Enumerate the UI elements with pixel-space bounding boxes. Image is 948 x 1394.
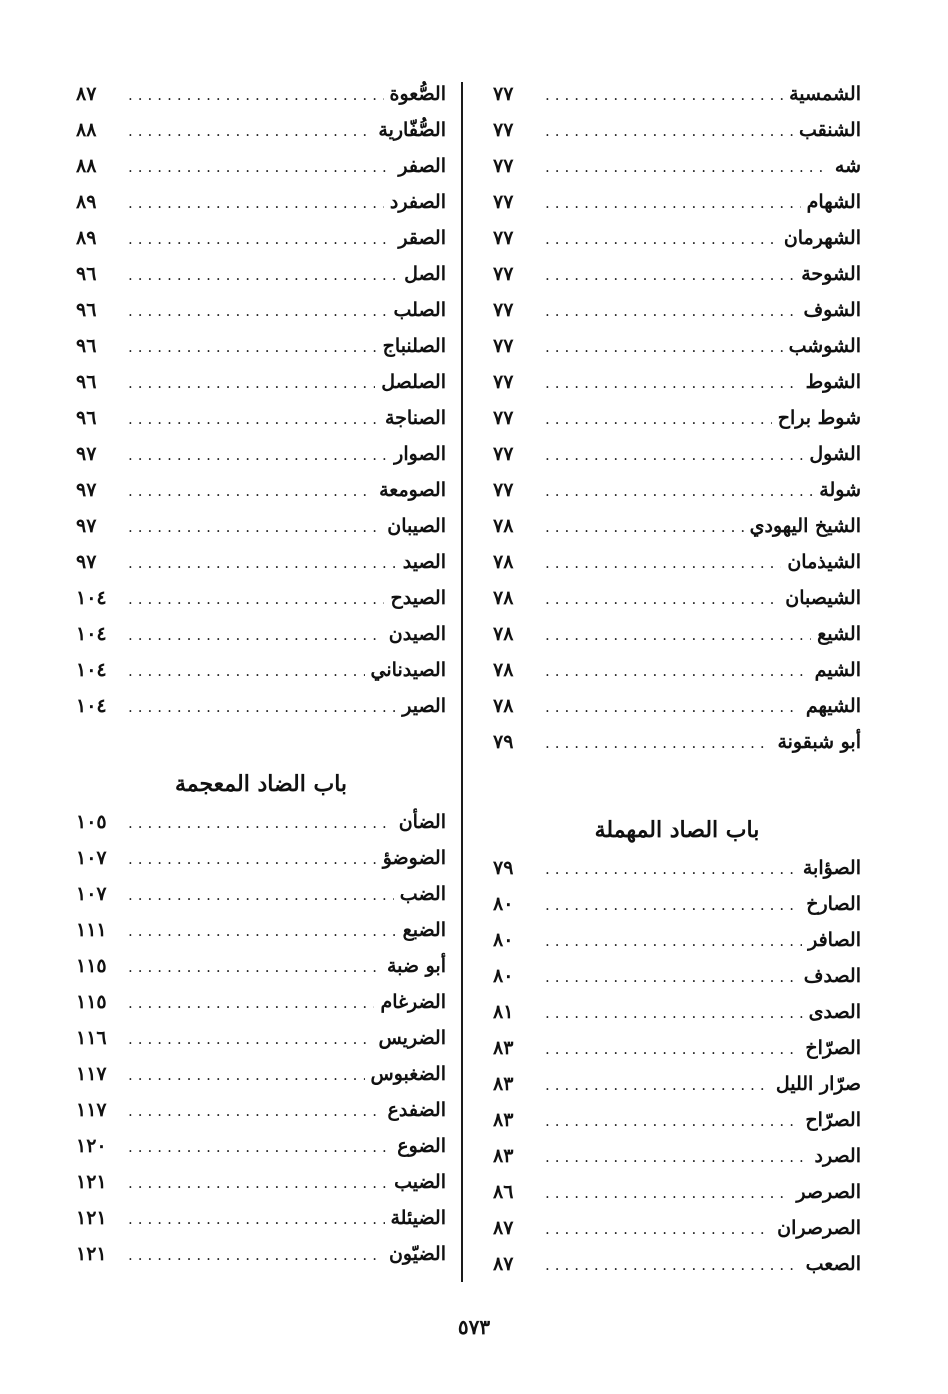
entry-term: الشوشب — [788, 335, 861, 357]
entry-page-number: ٨٩ — [76, 227, 97, 249]
section-heading-dad: باب الضاد المعجمة — [174, 771, 348, 797]
index-entry — [76, 616, 446, 652]
dot-leader — [545, 257, 795, 293]
index-entry — [76, 256, 446, 292]
index-entry — [493, 1210, 861, 1246]
dot-leader — [545, 887, 800, 923]
index-entry — [76, 544, 446, 580]
dot-leader — [128, 949, 381, 985]
entry-page-number: ١٠٤ — [76, 659, 107, 681]
entry-term: الضبع — [402, 919, 446, 941]
entry-page-number: ١١٦ — [76, 1027, 107, 1049]
entry-page-number: ٩٦ — [76, 263, 97, 285]
entry-term: الصعب — [805, 1253, 861, 1275]
index-entry — [493, 1138, 861, 1174]
index-entry — [76, 1056, 446, 1092]
entry-page-number: ٨٠ — [493, 965, 514, 987]
dot-leader — [128, 257, 398, 293]
entry-page-number: ٩٦ — [76, 299, 97, 321]
dot-leader — [128, 473, 373, 509]
left-column — [76, 76, 446, 1272]
entry-term: الصُّفّارية — [378, 119, 446, 141]
dot-leader — [128, 617, 383, 653]
entry-term: الشوط — [805, 371, 861, 393]
dot-leader — [128, 913, 397, 949]
entry-page-number: ٧٧ — [493, 335, 514, 357]
entry-page-number: ٧٨ — [493, 551, 514, 573]
dot-leader — [128, 1021, 372, 1057]
entry-page-number: ١١٧ — [76, 1099, 107, 1121]
entry-term: الضفدع — [387, 1099, 446, 1121]
dot-leader — [545, 437, 803, 473]
entry-page-number: ١٢١ — [76, 1207, 107, 1229]
entry-page-number: ٧٧ — [493, 227, 514, 249]
index-entry — [76, 1236, 446, 1272]
index-entry — [76, 580, 446, 616]
index-entry — [493, 508, 861, 544]
dot-leader — [545, 1247, 800, 1283]
entry-term: الصؤابة — [802, 857, 861, 879]
entry-term: الصيبان — [387, 515, 446, 537]
entry-page-number: ٨٨ — [76, 155, 97, 177]
entry-term: الصومعة — [379, 479, 446, 501]
dot-leader — [545, 545, 781, 581]
index-entry — [493, 76, 861, 112]
index-entry — [76, 1020, 446, 1056]
dot-leader — [128, 365, 375, 401]
dot-leader — [545, 1139, 809, 1175]
dot-leader — [545, 149, 829, 185]
dot-leader — [128, 221, 392, 257]
dot-leader — [128, 841, 377, 877]
entry-page-number: ٧٨ — [493, 695, 514, 717]
dot-leader — [545, 1175, 790, 1211]
entry-page-number: ٧٧ — [493, 479, 514, 501]
entry-term: الشيم — [814, 659, 861, 681]
index-entry — [76, 184, 446, 220]
entry-page-number: ٩٧ — [76, 479, 97, 501]
index-entry — [493, 1066, 861, 1102]
index-entry — [76, 508, 446, 544]
entry-term: الصوار — [394, 443, 446, 465]
entry-page-number: ١٠٥ — [76, 811, 107, 833]
entry-term: الشيصبان — [785, 587, 861, 609]
dot-leader — [128, 1237, 383, 1273]
entry-term: الشول — [809, 443, 861, 465]
left-entries-bottom — [76, 804, 446, 1272]
right-entries-top — [493, 76, 861, 760]
entry-page-number: ٨٠ — [493, 929, 514, 951]
index-entry — [493, 616, 861, 652]
entry-term: الصيد — [402, 551, 446, 573]
index-entry — [493, 220, 861, 256]
dot-leader — [545, 653, 809, 689]
entry-page-number: ٩٧ — [76, 515, 97, 537]
entry-page-number: ٧٨ — [493, 659, 514, 681]
index-entry — [76, 1164, 446, 1200]
dot-leader — [545, 473, 813, 509]
entry-page-number: ٧٧ — [493, 191, 514, 213]
entry-page-number: ٧٨ — [493, 587, 514, 609]
entry-term: الصيدناني — [370, 659, 446, 681]
index-entry — [76, 948, 446, 984]
entry-page-number: ١١٧ — [76, 1063, 107, 1085]
dot-leader — [545, 1103, 799, 1139]
entry-page-number: ١٢١ — [76, 1171, 107, 1193]
entry-term: الضيّون — [388, 1243, 446, 1265]
index-entry — [493, 994, 861, 1030]
entry-term: الصقر — [398, 227, 446, 249]
index-entry — [493, 544, 861, 580]
entry-term: الشهام — [806, 191, 861, 213]
entry-page-number: ٧٧ — [493, 299, 514, 321]
dot-leader — [128, 149, 392, 185]
entry-term: الشمسية — [789, 83, 861, 105]
entry-term: الصدف — [803, 965, 861, 987]
spacer — [76, 724, 446, 764]
dot-leader — [545, 851, 797, 887]
entry-page-number: ٧٩ — [493, 731, 514, 753]
entry-term: الشيذمان — [787, 551, 861, 573]
dot-leader — [128, 653, 365, 689]
entry-page-number: ٨٩ — [76, 191, 97, 213]
entry-term: الصفر — [398, 155, 446, 177]
entry-term: الصرّاح — [805, 1109, 861, 1131]
index-entry — [493, 364, 861, 400]
index-entry — [493, 472, 861, 508]
index-entry — [76, 804, 446, 840]
entry-term: شه — [834, 155, 861, 177]
index-entry — [76, 112, 446, 148]
index-entry — [493, 256, 861, 292]
entry-term: الشوحة — [801, 263, 861, 285]
dot-leader — [128, 1093, 382, 1129]
entry-page-number: ٨٨ — [76, 119, 97, 141]
dot-leader — [128, 401, 379, 437]
dot-leader — [545, 329, 783, 365]
dot-leader — [545, 995, 803, 1031]
dot-leader — [545, 1067, 770, 1103]
entry-page-number: ١٠٧ — [76, 847, 107, 869]
index-entry — [493, 724, 861, 760]
entry-page-number: ٩٦ — [76, 335, 97, 357]
index-entry — [76, 472, 446, 508]
dot-leader — [545, 365, 800, 401]
entry-page-number: ٩٦ — [76, 371, 97, 393]
entry-page-number: ٨١ — [493, 1001, 514, 1023]
entry-term: الصلصل — [381, 371, 446, 393]
entry-term: الصلب — [393, 299, 446, 321]
entry-page-number: ٨٧ — [76, 83, 97, 105]
index-entry — [76, 148, 446, 184]
entry-term: الصل — [404, 263, 446, 285]
index-entry — [493, 184, 861, 220]
index-entry — [493, 148, 861, 184]
dot-leader — [128, 545, 397, 581]
entry-term: الضيب — [394, 1171, 446, 1193]
index-entry — [493, 292, 861, 328]
entry-page-number: ٨٧ — [493, 1253, 514, 1275]
dot-leader — [128, 877, 394, 913]
entry-term: الصفرد — [389, 191, 446, 213]
index-entry — [493, 112, 861, 148]
entry-term: الشنقب — [798, 119, 861, 141]
entry-page-number: ٨٧ — [493, 1217, 514, 1239]
entry-term: الصير — [402, 695, 446, 717]
dot-leader — [128, 689, 396, 725]
entry-page-number: ٩٦ — [76, 407, 97, 429]
entry-term: صرّار الليل — [775, 1073, 861, 1095]
dot-leader — [545, 293, 797, 329]
index-entry — [76, 840, 446, 876]
left-entries-top — [76, 76, 446, 724]
index-entry — [493, 922, 861, 958]
dot-leader — [128, 985, 374, 1021]
dot-leader — [128, 77, 384, 113]
entry-term: شوط براح — [777, 407, 861, 429]
dot-leader — [545, 617, 811, 653]
index-entry — [493, 1102, 861, 1138]
index-entry — [76, 688, 446, 724]
dot-leader — [545, 221, 778, 257]
dot-leader — [545, 77, 783, 113]
index-entry — [76, 1200, 446, 1236]
entry-term: الصلنباج — [382, 335, 446, 357]
entry-term: الصافر — [808, 929, 861, 951]
dot-leader — [545, 923, 802, 959]
entry-page-number: ٧٧ — [493, 371, 514, 393]
entry-page-number: ١٢٠ — [76, 1135, 107, 1157]
entry-term: الصرّاخ — [805, 1037, 861, 1059]
entry-term: الشيهم — [805, 695, 861, 717]
dot-leader — [128, 805, 393, 841]
dot-leader — [545, 401, 772, 437]
entry-page-number: ٨٠ — [493, 893, 514, 915]
index-entry — [493, 652, 861, 688]
entry-page-number: ٨٣ — [493, 1145, 514, 1167]
entry-page-number: ٩٧ — [76, 551, 97, 573]
dot-leader — [128, 1165, 388, 1201]
spacer — [493, 760, 861, 810]
entry-page-number: ٨٣ — [493, 1037, 514, 1059]
entry-term: الضوضؤ — [382, 847, 446, 869]
entry-term: الصرد — [814, 1145, 861, 1167]
index-entry — [76, 220, 446, 256]
index-entry — [493, 958, 861, 994]
entry-term: الضغبوس — [370, 1063, 446, 1085]
entry-term: الصرصر — [796, 1181, 861, 1203]
entry-page-number: ٧٨ — [493, 623, 514, 645]
entry-page-number: ٧٧ — [493, 263, 514, 285]
page-number: ٥٧٣ — [457, 1315, 491, 1339]
dot-leader — [128, 1057, 365, 1093]
entry-page-number: ١٢١ — [76, 1243, 107, 1265]
entry-page-number: ٧٧ — [493, 407, 514, 429]
entry-term: الصدى — [808, 1001, 861, 1023]
dot-leader — [545, 725, 771, 761]
index-entry — [76, 1128, 446, 1164]
dot-leader — [545, 1031, 799, 1067]
entry-page-number: ٨٣ — [493, 1073, 514, 1095]
index-entry — [76, 912, 446, 948]
entry-page-number: ٧٧ — [493, 119, 514, 141]
dot-leader — [545, 959, 798, 995]
entry-term: الشيع — [817, 623, 861, 645]
entry-term: الصناجة — [385, 407, 446, 429]
entry-page-number: ٨٣ — [493, 1109, 514, 1131]
index-entry — [76, 652, 446, 688]
column-divider — [461, 82, 463, 1282]
entry-page-number: ١١٥ — [76, 955, 107, 977]
index-entry — [76, 364, 446, 400]
index-entry — [493, 688, 861, 724]
dot-leader — [128, 185, 384, 221]
index-entry — [493, 1174, 861, 1210]
index-entry — [76, 292, 446, 328]
index-entry — [76, 876, 446, 912]
entry-term: الضأن — [398, 811, 446, 833]
index-entry — [493, 1030, 861, 1066]
dot-leader — [545, 581, 779, 617]
index-entry — [76, 328, 446, 364]
index-entry — [493, 436, 861, 472]
entry-term: أبو شبقونة — [777, 731, 861, 753]
entry-page-number: ١٠٧ — [76, 883, 107, 905]
index-entry — [493, 1246, 861, 1282]
dot-leader — [545, 509, 744, 545]
entry-page-number: ٩٧ — [76, 443, 97, 465]
index-entry — [76, 984, 446, 1020]
entry-page-number: ٧٧ — [493, 443, 514, 465]
entry-page-number: ١١٥ — [76, 991, 107, 1013]
dot-leader — [128, 113, 372, 149]
entry-term: الضرغام — [380, 991, 446, 1013]
entry-page-number: ٨٦ — [493, 1181, 514, 1203]
index-entry — [493, 328, 861, 364]
dot-leader — [545, 113, 793, 149]
section-heading-sad: باب الصاد المهملة — [594, 817, 760, 843]
entry-term: الصيدح — [390, 587, 446, 609]
entry-term: الضيئلة — [390, 1207, 446, 1229]
entry-term: أبو ضبة — [386, 955, 446, 977]
entry-page-number: ٧٨ — [493, 515, 514, 537]
right-column — [493, 76, 861, 1282]
index-entry — [493, 850, 861, 886]
entry-page-number: ٧٧ — [493, 155, 514, 177]
entry-page-number: ١٠٤ — [76, 587, 107, 609]
dot-leader — [128, 437, 388, 473]
entry-term: الضوع — [397, 1135, 446, 1157]
dot-leader — [128, 1129, 391, 1165]
dot-leader — [545, 1211, 771, 1247]
dot-leader — [128, 1201, 385, 1237]
index-entry — [76, 76, 446, 112]
entry-term: الصارخ — [806, 893, 861, 915]
entry-term: الضب — [399, 883, 446, 905]
dot-leader — [545, 689, 800, 725]
index-entry — [76, 436, 446, 472]
entry-term: الشهرمان — [783, 227, 861, 249]
entry-page-number: ١١١ — [76, 919, 107, 941]
entry-term: الصُّعوة — [389, 83, 446, 105]
entry-page-number: ١٠٤ — [76, 623, 107, 645]
entry-page-number: ٧٧ — [493, 83, 514, 105]
index-entry — [76, 1092, 446, 1128]
index-entry — [493, 886, 861, 922]
entry-term: شولة — [819, 479, 861, 501]
index-entry — [493, 400, 861, 436]
dot-leader — [128, 293, 388, 329]
entry-term: الصيدن — [388, 623, 446, 645]
dot-leader — [128, 329, 377, 365]
dot-leader — [128, 509, 381, 545]
dot-leader — [545, 185, 801, 221]
entry-term: الشيخ اليهودي — [749, 515, 861, 537]
entry-page-number: ٧٩ — [493, 857, 514, 879]
entry-term: الشوف — [803, 299, 861, 321]
index-entry — [493, 580, 861, 616]
entry-page-number: ١٠٤ — [76, 695, 107, 717]
entry-term: الصرصران — [777, 1217, 861, 1239]
dot-leader — [128, 581, 384, 617]
index-entry — [76, 400, 446, 436]
right-entries-bottom — [493, 850, 861, 1282]
entry-term: الضريس — [378, 1027, 446, 1049]
